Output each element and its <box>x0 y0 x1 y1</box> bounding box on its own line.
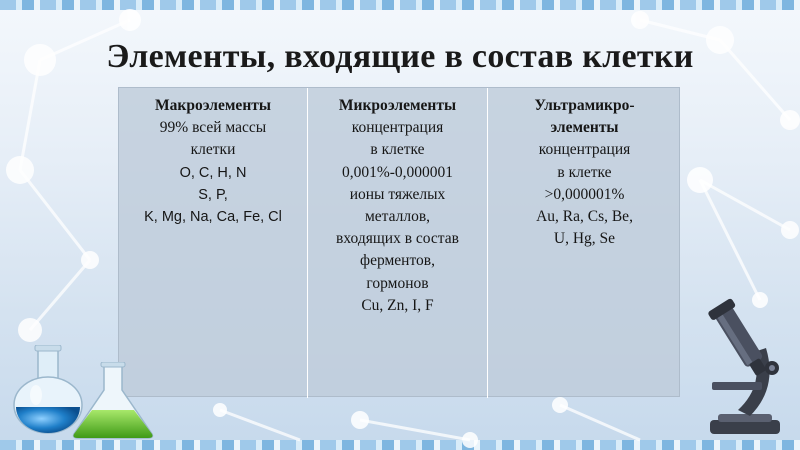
macroelements-column <box>119 88 307 398</box>
elements-table <box>118 87 680 397</box>
microelements-column <box>308 88 487 398</box>
table-line: K, Mg, Na, Ca, Fe, Cl <box>144 209 282 226</box>
table-line: S, P, <box>198 186 228 203</box>
table-line: входящих в состав <box>336 230 459 248</box>
table-line: клетки <box>190 141 236 159</box>
table-line: Микроэлементы <box>338 97 457 114</box>
microscope-icon <box>692 298 792 438</box>
table-line: в клетке <box>557 163 612 181</box>
table-line: 0,001%-0,000001 <box>341 163 454 181</box>
table-line: O, C, H, N <box>179 164 247 181</box>
table-line: ионы тяжелых <box>349 185 446 203</box>
table-line: концентрация <box>351 119 444 137</box>
table-line: Cu, Zn, I, F <box>361 296 434 314</box>
table-line: в клетке <box>370 141 425 159</box>
table-line: U, Hg, Se <box>553 230 616 248</box>
table-line: Ультрамикро- <box>534 97 635 114</box>
table-line: >0,000001% <box>544 185 625 203</box>
slide-title: Элементы, входящие в состав клетки <box>106 38 694 75</box>
table-line: металлов, <box>364 208 431 226</box>
table-line: 99% всей массы <box>159 119 267 137</box>
table-line: Au, Ra, Cs, Be, <box>536 208 633 226</box>
green-flask-icon <box>68 362 158 440</box>
table-line: ферментов, <box>360 252 435 270</box>
table-line: Макроэлементы <box>155 97 271 114</box>
ultramicroelements-column <box>488 88 681 398</box>
table-line: концентрация <box>538 141 631 159</box>
table-line: элементы <box>550 119 619 137</box>
table-line: гормонов <box>366 274 429 292</box>
